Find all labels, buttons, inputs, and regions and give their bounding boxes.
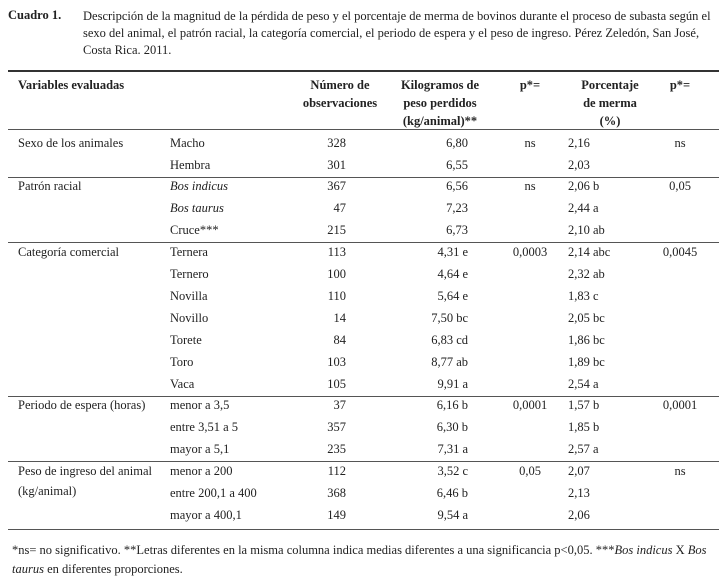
row-merma: 2,06 b	[568, 179, 600, 193]
row-merma: 2,14 abc	[568, 245, 611, 259]
row-kg-lost: 4,64 e	[437, 267, 468, 281]
group-label: Peso de ingreso del animal	[18, 464, 152, 478]
row-merma: 1,57 b	[568, 398, 600, 412]
row-observations: 37	[333, 398, 346, 412]
footnote: *ns= no significativo. **Letras diferentes en la misma columna indica medias diferentes a una significancia p<0,05. ***Bos indicus X Bos taurus en diferentes proporciones.	[12, 543, 707, 576]
row-observations: 84	[333, 333, 346, 347]
row-merma: 1,83 c	[568, 289, 599, 303]
group-label: Periodo de espera (horas)	[18, 398, 146, 412]
p-value-kg: ns	[524, 179, 536, 193]
row-category: Torete	[170, 333, 202, 347]
row-category: Ternero	[170, 267, 209, 281]
p-value-merma: 0,0001	[662, 398, 698, 412]
group-separator	[8, 177, 719, 178]
row-category: mayor a 400,1	[170, 508, 242, 522]
row-merma: 2,10 ab	[568, 223, 605, 237]
row-kg-lost: 3,52 c	[437, 464, 468, 478]
row-kg-lost: 7,31 a	[437, 442, 468, 456]
row-observations: 47	[333, 201, 346, 215]
row-category: Cruce***	[170, 223, 219, 237]
row-observations: 367	[327, 179, 346, 193]
row-merma: 2,32 ab	[568, 267, 605, 281]
row-category: Macho	[170, 136, 205, 150]
row-observations: 328	[327, 136, 346, 150]
row-kg-lost: 9,91 a	[437, 377, 468, 391]
row-merma: 2,07	[568, 464, 590, 478]
row-category: Novillo	[170, 311, 209, 325]
table-caption	[8, 8, 720, 64]
bottom-rule	[8, 529, 719, 530]
header-variables: Variables evaluadas	[18, 78, 125, 92]
row-category: Bos taurus	[170, 201, 224, 215]
row-category: menor a 200	[170, 464, 233, 478]
row-merma: 1,85 b	[568, 420, 600, 434]
p-value-kg: 0,05	[519, 464, 541, 478]
row-observations: 235	[327, 442, 346, 456]
p-value-kg: 0,0001	[512, 398, 548, 412]
row-kg-lost: 8,77 ab	[431, 355, 468, 369]
row-category: Toro	[170, 355, 194, 369]
row-kg-lost: 6,16 b	[436, 398, 468, 412]
row-merma: 2,05 bc	[568, 311, 605, 325]
row-category: Vaca	[170, 377, 195, 391]
group-label: Categoría comercial	[18, 245, 119, 259]
row-category: menor a 3,5	[170, 398, 230, 412]
p-value-merma: 0,0045	[662, 245, 698, 259]
row-kg-lost: 6,56	[446, 179, 468, 193]
row-observations: 357	[327, 420, 346, 434]
row-merma: 2,54 a	[568, 377, 599, 391]
row-category: Novilla	[170, 289, 208, 303]
header-p-merma: p*=	[669, 78, 691, 92]
row-category: Bos indicus	[170, 179, 228, 193]
row-kg-lost: 6,73	[446, 223, 468, 237]
p-value-merma: 0,05	[669, 179, 691, 193]
row-category: Hembra	[170, 158, 211, 172]
top-rule	[8, 70, 719, 72]
row-kg-lost: 6,83 cd	[431, 333, 468, 347]
row-merma: 1,89 bc	[568, 355, 605, 369]
group-separator	[8, 242, 719, 243]
p-value-kg: 0,0003	[512, 245, 548, 259]
header-merma: Porcentaje de merma (%)	[581, 78, 639, 128]
row-observations: 110	[327, 289, 346, 303]
row-kg-lost: 7,23	[446, 201, 468, 215]
row-category: mayor a 5,1	[170, 442, 230, 456]
row-merma: 1,86 bc	[568, 333, 605, 347]
row-observations: 100	[327, 267, 346, 281]
row-kg-lost: 6,80	[446, 136, 468, 150]
row-category: entre 200,1 a 400	[170, 486, 257, 500]
group-label: (kg/animal)	[18, 484, 77, 498]
row-kg-lost: 7,50 bc	[431, 311, 468, 325]
p-value-kg: ns	[524, 136, 536, 150]
row-kg-lost: 5,64 e	[437, 289, 468, 303]
row-category: entre 3,51 a 5	[170, 420, 239, 434]
caption-label: Cuadro 1.	[8, 8, 62, 22]
row-kg-lost: 6,46 b	[436, 486, 468, 500]
row-kg-lost: 6,55	[446, 158, 468, 172]
row-observations: 368	[327, 486, 346, 500]
caption-text: Descripción de la magnitud de la pérdida de peso y el porcentaje de merma de bovinos durante el proceso de subasta según el sexo del animal, el patrón racial, la categoría comercial, el periodo de espera y el peso de ingreso. Pérez Zeledón, San José, Costa Rica. 2011.	[83, 9, 711, 57]
row-observations: 103	[327, 355, 346, 369]
p-value-merma: ns	[674, 464, 686, 478]
group-separator	[8, 396, 719, 397]
row-merma: 2,57 a	[568, 442, 599, 456]
header-observations: Número de observaciones	[302, 78, 378, 110]
row-merma: 2,16	[568, 136, 590, 150]
group-label: Patrón racial	[18, 179, 82, 193]
row-observations: 149	[327, 508, 346, 522]
row-observations: 301	[327, 158, 346, 172]
row-kg-lost: 9,54 a	[437, 508, 468, 522]
row-observations: 112	[327, 464, 346, 478]
group-label: Sexo de los animales	[18, 136, 124, 150]
header-p-kg: p*=	[519, 78, 541, 92]
row-merma: 2,13	[568, 486, 590, 500]
row-merma: 2,03	[568, 158, 590, 172]
row-kg-lost: 6,30 b	[436, 420, 468, 434]
row-kg-lost: 4,31 e	[437, 245, 468, 259]
row-observations: 14	[333, 311, 346, 325]
group-separator	[8, 461, 719, 462]
row-observations: 215	[327, 223, 346, 237]
row-observations: 105	[327, 377, 346, 391]
header-rule	[8, 129, 719, 130]
p-value-merma: ns	[674, 136, 686, 150]
row-merma: 2,44 a	[568, 201, 599, 215]
header-kilograms: Kilogramos de peso perdidos (kg/animal)**	[400, 78, 480, 128]
row-category: Ternera	[170, 245, 208, 259]
row-merma: 2,06	[568, 508, 590, 522]
row-observations: 113	[327, 245, 346, 259]
